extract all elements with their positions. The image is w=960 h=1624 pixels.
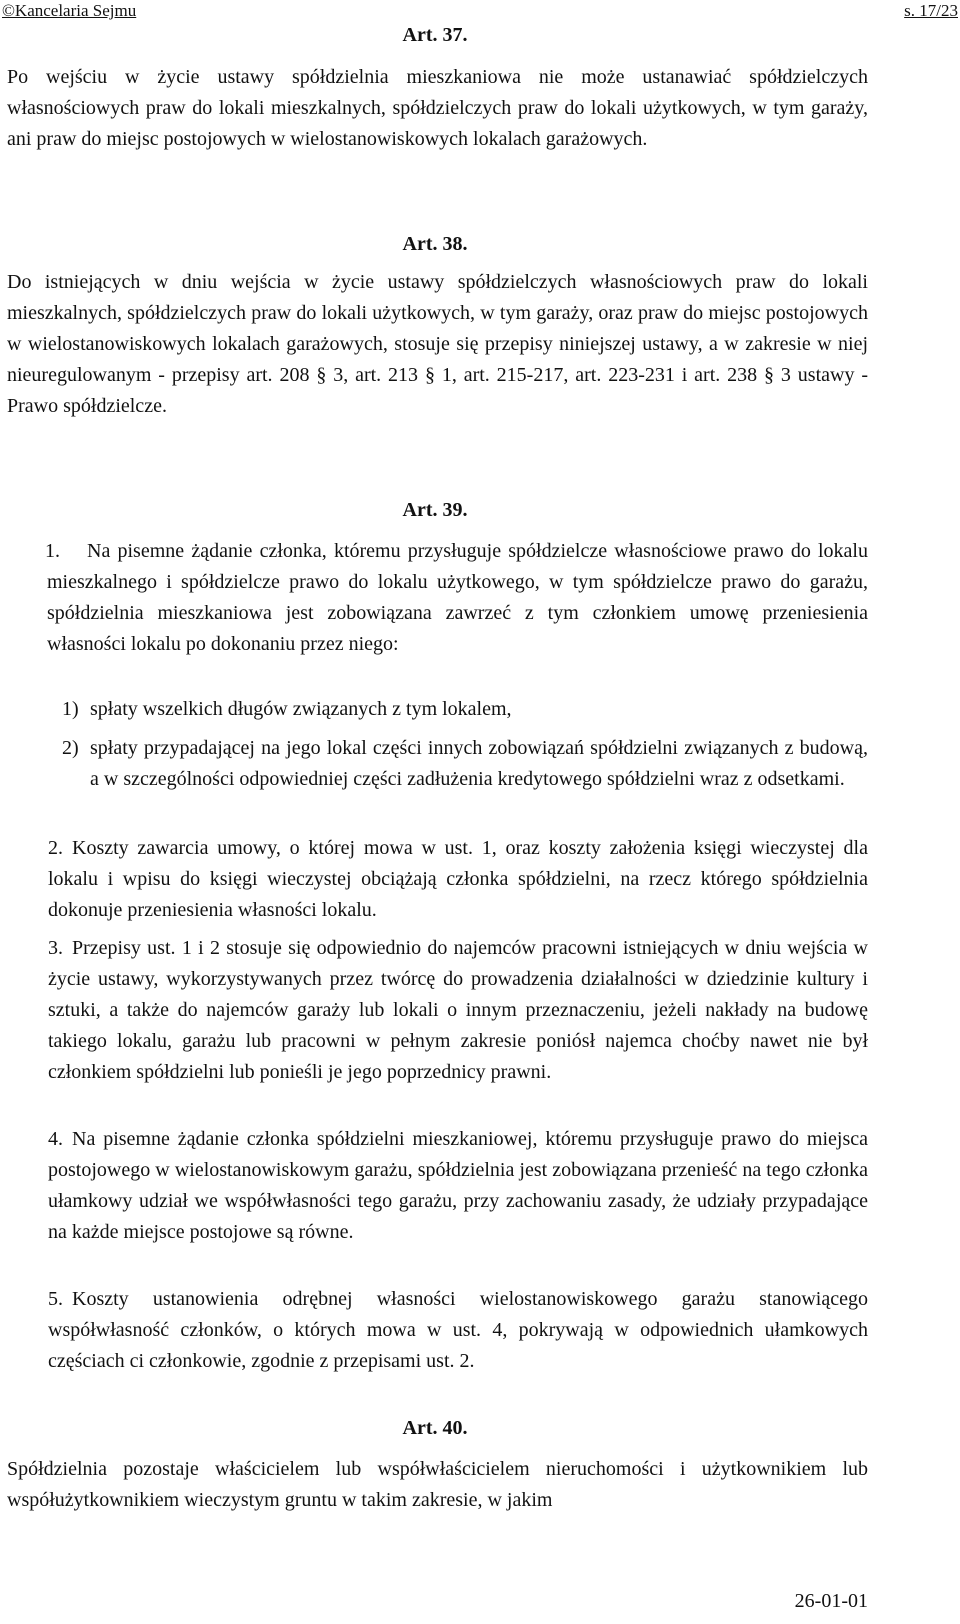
item-number: 2) — [62, 737, 79, 759]
paragraph-number: 3. — [48, 937, 63, 959]
article-39-item-1 — [48, 694, 868, 725]
paragraph-number: 1. — [45, 540, 60, 562]
item-number: 1) — [62, 698, 79, 720]
paragraph-text: Na pisemne żądanie członka, któremu przysługuje spółdzielcze własnościowe prawo do lokalu mieszkalnego i spółdzielcze prawo do lokalu użytkowego, w tym spółdzielcze prawo do garażu, spółdzielnia mieszkaniowa jest zobowiązana zawrzeć z tym członkiem umowę przeniesienia własności lokalu po dokonaniu przez niego: — [47, 540, 868, 655]
paragraph-text: Koszty zawarcia umowy, o której mowa w ust. 1, oraz koszty założenia księgi wieczystej dla lokalu i wpisu do księgi wieczystej obciążają członka spółdzielni, na rzecz którego spółdzielnia dokonuje przeniesienia własności lokalu. — [48, 837, 868, 921]
paragraph-number: 4. — [48, 1128, 63, 1150]
article-39-paragraph-1 — [7, 536, 868, 660]
paragraph-text: Na pisemne żądanie członka spółdzielni mieszkaniowej, któremu przysługuje prawo do miejsca postojowego w wielostanowiskowym garażu, spółdzielnia jest zobowiązana przenieść na tego członka ułamkowy udział we współwłasności tego garażu, przy zachowaniu zasady, że udziały przypadające na każde miejsce postojowe są równe. — [48, 1128, 868, 1243]
article-39-paragraph-5 — [48, 1284, 868, 1377]
copyright-label: ©Kancelaria Sejmu — [2, 1, 137, 20]
article-39-heading: Art. 39. — [402, 499, 468, 521]
article-39-paragraph-3 — [48, 933, 868, 1088]
paragraph-number: 2. — [48, 837, 63, 859]
page-number: s. 17/23 — [904, 1, 958, 20]
article-37-heading: Art. 37. — [402, 24, 468, 46]
document-date: 26-01-01 — [794, 1590, 868, 1612]
paragraph-text: Koszty ustanowienia odrębnej własności wielostanowiskowego garażu stanowiącego współwłasność członków, o których mowa w ust. 4, pokrywają w odpowiednich ułamkowych częściach ci członkowie, zgodnie z przepisami ust. 2. — [48, 1288, 868, 1372]
article-40-text: Spółdzielnia pozostaje właścicielem lub współwłaścicielem nieruchomości i użytkownikiem lub współużytkownikiem wieczystym gruntu w takim zakresie, w jakim — [7, 1458, 868, 1511]
article-39-paragraph-4 — [48, 1124, 868, 1248]
article-39-paragraph-2 — [48, 833, 868, 926]
paragraph-text: Przepisy ust. 1 i 2 stosuje się odpowiednio do najemców pracowni istniejących w dniu wejścia w życie ustawy, wykorzystywanych przez twórcę do prowadzenia działalności w dziedzinie kultury i sztuki, a także do najemców garaży lub lokali o innym przeznaczeniu, jeżeli nakłady na budowę takiego lokalu, garażu lub pracowni w pełnym zakresie poniósł najemca choćby nawet nie był członkiem spółdzielni lub ponieśli je jego poprzednicy prawni. — [48, 937, 868, 1083]
article-40-heading: Art. 40. — [402, 1417, 468, 1439]
item-text: spłaty przypadającej na jego lokal części innych zobowiązań spółdzielni związanych z budową, a w szczególności odpowiedniej części zadłużenia kredytowego spółdzielni wraz z odsetkami. — [90, 737, 868, 790]
article-37-text: Po wejściu w życie ustawy spółdzielnia mieszkaniowa nie może ustanawiać spółdzielczych własnościowych praw do lokali mieszkalnych, spółdzielczych praw do lokali użytkowych, w tym garaży, ani praw do miejsc postojowych w wielostanowiskowych lokalach garażowych. — [7, 66, 868, 150]
paragraph-number: 5. — [48, 1288, 63, 1310]
article-39-item-2 — [48, 733, 868, 795]
article-38-text: Do istniejących w dniu wejścia w życie ustawy spółdzielczych własnościowych praw do lokali mieszkalnych, spółdzielczych praw do lokali użytkowych, w tym garaży, oraz praw do miejsc postojowych w wielostanowiskowych lokalach garażowych, stosuje się przepisy niniejszej ustawy, a w zakresie w niej nieuregulowanym - przepisy art. 208 § 3, art. 213 § 1, art. 215-217, art. 223-231 i art. 238 § 3 ustawy - Prawo spółdzielcze. — [7, 271, 868, 417]
page-header — [0, 0, 960, 22]
article-38-heading: Art. 38. — [402, 233, 468, 255]
item-text: spłaty wszelkich długów związanych z tym lokalem, — [90, 698, 512, 720]
